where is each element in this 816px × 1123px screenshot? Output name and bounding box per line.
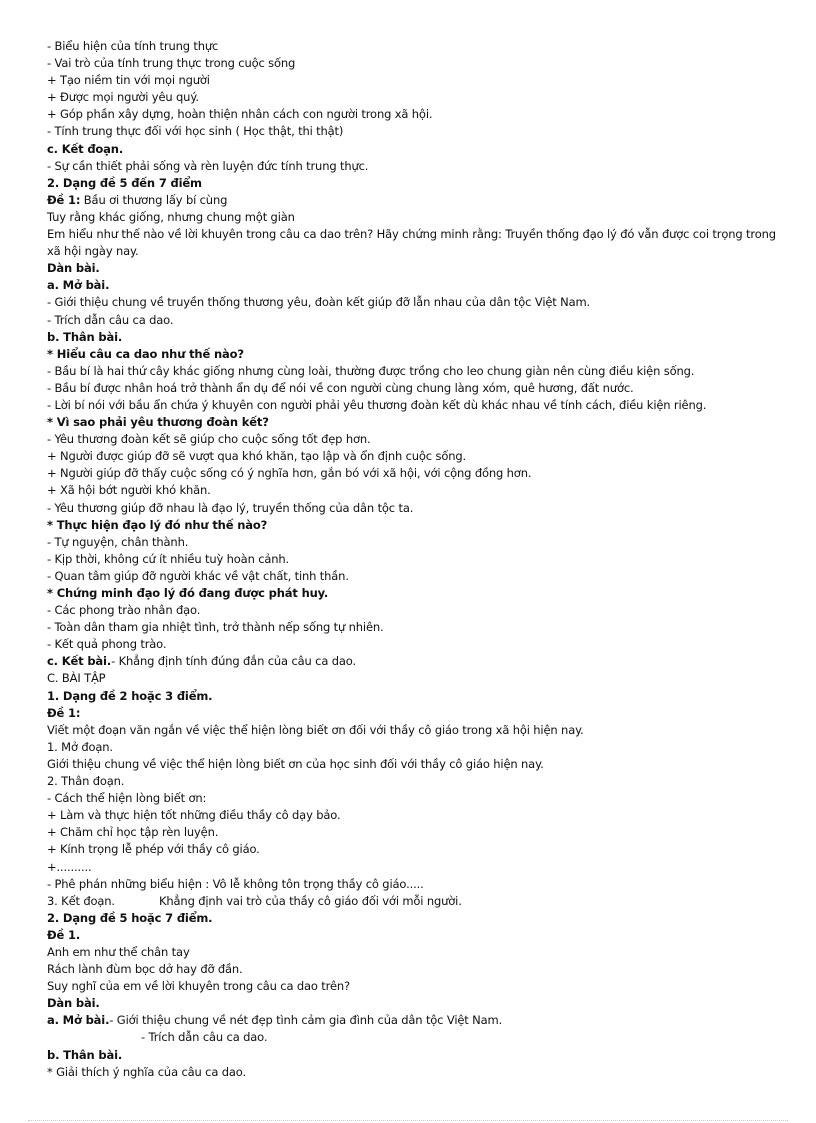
text-span: - Khẳng định tính đúng đắn của câu ca dao.	[111, 654, 356, 669]
text-line: - Yêu thương giúp đỡ nhau là đạo lý, truyền thống của dân tộc ta.	[47, 500, 414, 515]
text-line: - Phê phán những biểu hiện : Vô lễ không tôn trọng thầy cô giáo.....	[47, 876, 424, 891]
text-line	[47, 1012, 776, 1029]
section-heading: b. Thân bài.	[47, 329, 123, 344]
text-line: Anh em như thể chân tay	[47, 944, 190, 959]
text-line: - Lời bí nói với bầu ẩn chứa ý khuyên con người phải yêu thương đoàn kết dù khác nhau về tính cách, điều kiện riêng.	[47, 397, 707, 412]
text-line: + Được mọi người yêu quý.	[47, 90, 199, 105]
text-line: - Trích dẫn câu ca dao.	[47, 312, 174, 327]
text-span: Bầu ơi thương lấy bí cùng	[80, 192, 228, 207]
text-line: - Kịp thời, không cứ ít nhiều tuỳ hoàn cảnh.	[47, 551, 290, 566]
text-line: + Chăm chỉ học tập rèn luyện.	[47, 825, 219, 840]
text-span: - Giới thiệu chung về nét đẹp tình cảm gia đình của dân tộc Việt Nam.	[109, 1013, 503, 1028]
section-heading: 2. Dạng đề 5 hoặc 7 điểm.	[47, 910, 213, 925]
text-line: Suy nghĩ của em về lời khuyên trong câu ca dao trên?	[47, 979, 350, 994]
text-line	[47, 192, 776, 209]
text-line: - Bầu bí là hai thứ cây khác giống nhưng cùng loài, thường được trồng cho leo chung giàn nên cùng điều kiện sống.	[47, 363, 695, 378]
section-heading: a. Mở bài.	[47, 278, 110, 293]
text-line: Giới thiệu chung về việc thể hiện lòng biết ơn của học sinh đối với thầy cô giáo hiện nay.	[47, 756, 544, 771]
section-heading: c. Kết đoạn.	[47, 141, 124, 156]
text-line: - Cách thể hiện lòng biết ơn:	[47, 791, 207, 806]
text-line: + Tạo niềm tin với mọi người	[47, 73, 210, 88]
text-line: 1. Mở đoạn.	[47, 739, 113, 754]
text-line: Viết một đoạn văn ngắn về việc thể hiện lòng biết ơn đối với thầy cô giáo trong xã hội hiện nay.	[47, 722, 584, 737]
section-heading: Dàn bài.	[47, 261, 100, 276]
text-line: Rách lành đùm bọc dở hay đỡ đần.	[47, 962, 243, 977]
text-line: + Kính trọng lễ phép với thầy cô giáo.	[47, 842, 260, 857]
section-heading: Đề 1.	[47, 927, 81, 942]
label: c. Kết bài.	[47, 654, 112, 669]
text-line: - Toàn dân tham gia nhiệt tình, trở thành nếp sống tự nhiên.	[47, 620, 384, 635]
text-line: + Người được giúp đỡ sẽ vượt qua khó khăn, tạo lập và ổn định cuộc sống.	[47, 449, 467, 464]
text-line: Tuy rằng khác giống, nhưng chung một giàn	[47, 209, 295, 224]
text-line: - Biểu hiện của tính trung thực	[47, 39, 219, 53]
text-line: - Yêu thương đoàn kết sẽ giúp cho cuộc sống tốt đẹp hơn.	[47, 432, 371, 447]
text-line: 2. Thân đoạn.	[47, 774, 125, 789]
text-line: - Sự cần thiết phải sống và rèn luyện đức tính trung thực.	[47, 158, 369, 173]
text-line: - Tự nguyện, chân thành.	[47, 534, 189, 549]
text-span: 3. Kết đoạn.	[47, 893, 115, 908]
text-line	[47, 893, 776, 910]
label: Đề 1:	[47, 192, 81, 207]
text-line: - Vai trò của tính trung thực trong cuộc sống	[47, 56, 296, 71]
section-heading: * Thực hiện đạo lý đó như thế nào?	[47, 517, 268, 532]
text-line: + Góp phần xây dựng, hoàn thiện nhân cách con người trong xã hội.	[47, 107, 433, 122]
section-heading: 2. Dạng đề 5 đến 7 điểm	[47, 175, 202, 190]
text-line: - Giới thiệu chung về truyền thống thương yêu, đoàn kết giúp đỡ lẫn nhau của dân tộc Việt Nam.	[47, 295, 591, 310]
text-line: + Xã hội bớt người khó khăn.	[47, 483, 211, 498]
text-line: - Quan tâm giúp đỡ người khác về vật chất, tinh thần.	[47, 568, 349, 583]
section-heading: * Chứng minh đạo lý đó đang được phát huy.	[47, 586, 329, 600]
section-heading: Dàn bài.	[47, 996, 100, 1011]
text-line: - Tính trung thực đối với học sinh ( Học thật, thi thật)	[47, 124, 344, 139]
text-line	[47, 653, 776, 670]
text-line: + Người giúp đỡ thấy cuộc sống có ý nghĩa hơn, gắn bó với xã hội, với cộng đồng hơn.	[47, 466, 532, 481]
section-heading: * Vì sao phải yêu thương đoàn kết?	[47, 415, 269, 430]
section-heading: 1. Dạng đề 2 hoặc 3 điểm.	[47, 688, 213, 703]
text-line: - Kết quả phong trào.	[47, 637, 167, 652]
section-heading: b. Thân bài.	[47, 1047, 123, 1062]
label: a. Mở bài.	[47, 1013, 110, 1028]
text-line: C. BÀI TẬP	[47, 671, 106, 686]
text-paragraph: Em hiểu như thế nào về lời khuyên trong câu ca dao trên? Hãy chứng minh rằng: Truyền thống đạo lý đó vẫn được coi trọng trong xã hội ngày nay.	[47, 227, 776, 259]
text-line: - Trích dẫn câu ca dao.	[141, 1030, 268, 1045]
text-line: - Các phong trào nhân đạo.	[47, 603, 201, 618]
text-span: Khẳng định vai trò của thầy cô giáo đối với mỗi người.	[159, 893, 462, 908]
section-heading: * Hiểu câu ca dao như thế nào?	[47, 346, 244, 361]
section-heading: Đề 1:	[47, 705, 81, 720]
footer-divider	[28, 1120, 788, 1121]
text-line: * Giải thích ý nghĩa của câu ca dao.	[47, 1064, 246, 1079]
text-line: - Bầu bí được nhân hoá trở thành ẩn dụ để nói về con người cùng chung làng xóm, quê hương, đất nước.	[47, 380, 634, 395]
text-line: + Làm và thực hiện tốt những điều thầy cô dạy bảo.	[47, 808, 341, 823]
text-line: +..........	[47, 859, 92, 874]
